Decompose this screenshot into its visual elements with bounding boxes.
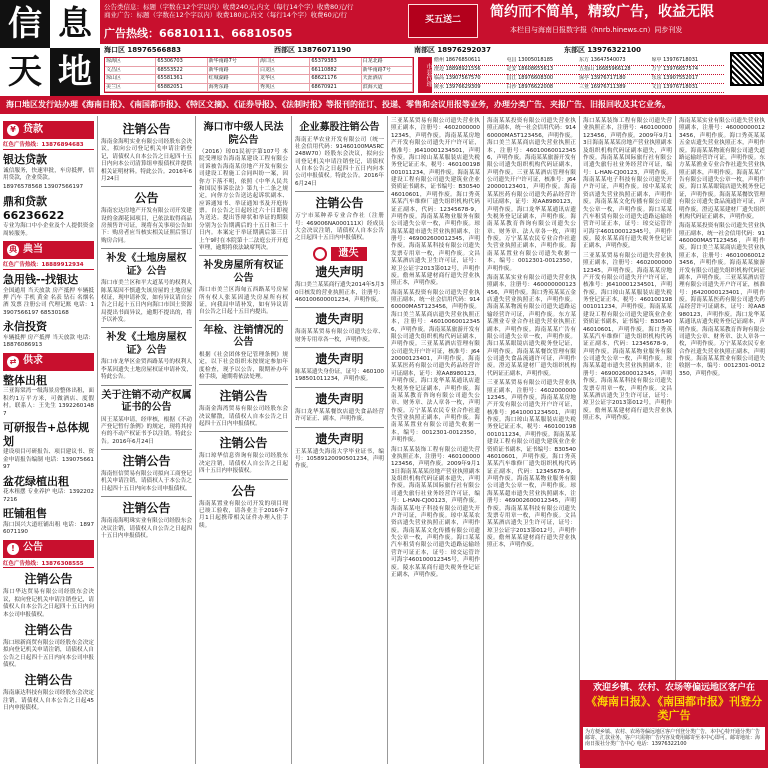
notice: [295, 312, 384, 344]
megaphone-icon: !: [7, 543, 19, 555]
station-grid-cell: 68553522: [156, 67, 207, 76]
notice-text: （2016）琼01民初字第107号 本院受理原告海南某建设工程有限公司诉被告海南某房地产开发有限公司建设工程施工合同纠纷一案，因你方下落不明，依照《中华人民共和国民事诉讼法》第九十二条之规定，向你方公告送达起诉状副本、应诉通知书、举证通知书及开庭传票。自公告之日起经过六十日即视为送达。提出答辩状和举证的期限分别为公告期满后的十五日和三十日内。本案定于举证期满后第三日上午9时在本院第十二法庭公开开庭审理，逾期将依法缺席判决。: [199, 149, 288, 251]
hotline: 红色广告热线：13876894683: [3, 142, 94, 150]
ad-title: 急用钱--找银达: [3, 272, 79, 286]
notice-text: 海南南海明珠实业有限公司经股东会决议注销，请债权人自公告之日起四十五日内申报债权。: [101, 518, 192, 539]
ad-text: 全国通用 当天放款 房产抵押 车辆抵押 汽车 手机 黄金 名表 钻石 名烟名酒 发票 注册公司 代理记账 电话：13907566197 68530168: [3, 287, 94, 316]
station-grid-cell: 65306703: [156, 58, 207, 67]
notice: [101, 501, 192, 540]
column-lost-6: [484, 116, 580, 764]
pawn-icon: 典: [9, 245, 17, 254]
station-grid-cell: 65581361: [156, 75, 207, 84]
notice: [199, 122, 288, 252]
divider: [199, 384, 288, 385]
rural-ad-box: [580, 680, 768, 768]
column-notices-3: [196, 116, 292, 764]
notice: [295, 122, 384, 188]
agent-grid-cell: 昌江 18976608300: [507, 75, 580, 84]
column-lost-5: [388, 116, 484, 764]
station-grid-cell: 白龙区: [259, 67, 310, 76]
logo-char: 息: [50, 0, 100, 48]
notice: [295, 352, 384, 384]
rate-info: [104, 3, 404, 19]
station-grid-cell: 新华南路7号: [362, 67, 413, 76]
lost-notices-text: 海南某某投资有限公司遗失营业执照正副本，统一社会信用代码：91460000MA5T123456，声明作废。海口美兰某某商店遗失营业执照正本，注册号：460100600123456，声明作废。海南某某旅游开发有限公司遗失组织机构代码证副本，声明作废。三亚某某酒店管理有限公司遗失开户许可证，核准号：J6420000123401，声明作废。海南某某医药有限公司遗失药品经营许可证副本，证号：琼AA8980123，声明作废。海口龙华某某通讯店遗失税务登记证副本，声明作废。海南某某教育咨询有限公司遗失公章、财务章、法人章各一枚，声明作废。万宁某某农民专业合作社遗失营业执照正副本，声明作废。海南某某置业有限公司遗失收据一本，编号：0012301-0012350，声明作废。: [487, 118, 576, 272]
notice: [101, 454, 192, 493]
station-heads: [104, 46, 764, 56]
station-grid-cell: 滨海大道: [362, 84, 413, 93]
agent-grid-cell: 陵水 13976629309: [434, 84, 507, 93]
notice: [199, 325, 288, 382]
ad-title: 银达贷款: [3, 152, 47, 166]
notice-title: 注销公告: [24, 572, 73, 587]
notice: [101, 253, 192, 324]
ad-title: 整体出租: [3, 373, 47, 387]
notice-text: 海口琼新商贸有限公司经股东会决定拟向登记机关申请注销，请债权人自公告之日起四十五日内向本公司申报债权。: [3, 639, 94, 668]
notice-title: 注销公告: [219, 436, 268, 451]
category-pawn: 典 典当: [3, 241, 94, 259]
agent-grid-cell: 文昌 13976718031: [652, 84, 725, 93]
agent-grid-cell: 澄迈 18898921556: [434, 66, 507, 75]
notice-text: 因王某某申请，经审核，根据《不动产登记暂行条例》的规定，现将其持有的不动产权证书予以注销。特此公告。2016年6月24日: [101, 416, 192, 445]
column-classified: [0, 116, 98, 764]
divider: [295, 347, 384, 348]
divider: [199, 255, 288, 256]
agent-grid-cell: 临高 13907567570: [434, 75, 507, 84]
station-grid-cell: 琼山区: [105, 75, 156, 84]
notice: [295, 432, 384, 471]
ad-title: 旺铺租售: [3, 507, 47, 520]
notice-title: 遗失声明: [315, 352, 364, 366]
notice: [199, 436, 288, 475]
notice-text: 海南某置业有限公司开发的项目现已竣工验收，请各业主于2016年7月1日起携带相关证件办理入住手续。: [199, 500, 288, 529]
divider: [101, 496, 192, 497]
logo-char: 信: [0, 0, 50, 48]
notice-title: 注销公告: [315, 196, 364, 211]
notice-text: 海南金海湾贸易有限公司经股东会决议解散，请债权人自本公告之日起四十五日内申报债权。: [199, 406, 288, 427]
divider: [101, 248, 192, 249]
ad-hotline: 广告热线：66810111、66810505: [104, 27, 293, 40]
column-lost-7: [580, 116, 676, 764]
notice: [199, 389, 288, 428]
notice-title: 海口市中级人民法院公告: [203, 122, 284, 146]
divider: [295, 387, 384, 388]
notice-text: 海口琼华信息咨询有限公司经股东决定注销，请债权人自公告之日起四十五日内申报债权。: [199, 453, 288, 475]
notice-title: 补发《土地房屋权证》公告: [106, 253, 187, 277]
agent-grid-cell: 白沙 18976622008: [507, 84, 580, 93]
notice-text: 海南正华农业开发有限公司（统一社会信用代码：91460100MA5RC248W70）经股东会决议，拟向公司登记机关申请注销登记，请债权人自本公告之日起四十五日内向本公司申报债权。特此公告。2016年6月24日: [295, 136, 384, 187]
ad-text: 专业为海口中小企业及个人提供资金周转服务。: [3, 223, 94, 237]
notice: [101, 390, 192, 447]
station-grid-cell: 新华南路7号: [208, 58, 259, 67]
notice-title: 遗失声明: [315, 391, 364, 406]
notice-title: 注销公告: [219, 389, 268, 404]
station-east: 东部区 13976322100: [564, 46, 642, 54]
station-grid: [104, 57, 414, 93]
column-notices-4: [292, 116, 388, 764]
station-grid-cell: 红城湖路: [208, 75, 259, 84]
station-grid-cell: 68621176: [310, 75, 361, 84]
notice-title: 注销公告: [24, 673, 73, 688]
lost-notices-text: 海南某某投资有限公司遗失营业执照正副本，统一社会信用代码：91460000MA5T123456，声明作废。海口美兰某某商店遗失营业执照正本，注册号：460100600123456，声明作废。海南某某旅游开发有限公司遗失组织机构代码证副本，声明作废。三亚某某酒店管理有限公司遗失开户许可证，核准号：J6420000123401，声明作废。海南某某医药有限公司遗失药品经营许可证副本，证号：琼AA8980123，声明作废。海口龙华某某通讯店遗失税务登记证副本，声明作废。海南某某教育咨询有限公司遗失公章、财务章、法人章各一枚，声明作废。万宁某某农民专业合作社遗失营业执照正副本，声明作废。海南某某置业有限公司遗失收据一本，编号：0012301-0012350，声明作废。: [391, 289, 480, 444]
notice-title: 遗失声明: [315, 312, 364, 327]
divider: [199, 431, 288, 432]
coin-icon: ¥: [7, 124, 19, 136]
rate-line: 公告类信息：标题（字数在12个字以内）收费240元,内文（每行14个字）收费80元/行: [104, 3, 354, 11]
column-logo: [0, 0, 100, 96]
notice: [295, 392, 384, 424]
divider: [101, 186, 192, 187]
hotline: 红色广告热线：18889912934: [3, 262, 94, 270]
notice-title: 注销公告: [122, 122, 171, 136]
notice: [199, 484, 288, 531]
notice: [101, 122, 192, 183]
masthead: [0, 0, 768, 109]
divider: [199, 479, 288, 480]
notice: [295, 265, 384, 304]
column-notices-2: [98, 116, 196, 764]
ad-text: 建设项目可研报告、项目建议书、资金申请报告编制 电话：13907566197: [3, 449, 94, 471]
notice-text: 陈某某遗失身份证，证号：460100198501011234，声明作废。: [295, 369, 384, 383]
agent-grid-cell: 乐东 13907552017: [652, 75, 725, 84]
lost-notices-text: 三亚某某贸易有限公司遗失营业执照正副本，注册号：460200000012345，声明作废。海南某某房地产开发有限公司遗失开户许可证，核准号：J6410001234501，声明作废。海口琼山某某服装店遗失税务登记证正本，税号：460100198001011234，声明作废。海南某某建设工程有限公司遗失建筑业企业资质证书副本，证书编号：B3054046010601，声明作废。海口秀英某某汽车维修厂遗失组织机构代码证正副本，代码：12345678-9，声明作废。海南某某物业服务有限公司遗失公章一枚，声明作废。琼海某某超市遗失营业执照副本，注册号：469002600012345，声明作废。海南某某科技有限公司遗失发票专用章一枚，声明作废。文昌某某酒店遗失卫生许可证，证号：琼卫公证字2013第012号，声明作废。儋州某某建材商行遗失营业执照正本，声明作废。: [391, 118, 480, 287]
notice-title: 关于注销不动产权属证书的公告: [101, 389, 192, 413]
notice-title: 遗失声明: [315, 431, 364, 446]
ad-text: 花木租摆 专业养护 电话：13922027216: [3, 489, 94, 503]
rate-line: 商业广告：标题（字数在12个字以内）收费180元,内文（每行14个字）收费60元/行: [104, 11, 347, 20]
category-supply: ⇄ 供求: [3, 353, 94, 371]
divider: [101, 385, 192, 386]
station-grid-cell: 65882051: [156, 84, 207, 93]
notice-text: 海南某某贸易有限公司遗失公章、财务专用章各一枚，声明作废。: [295, 329, 384, 343]
station-grid-cell: 海口区: [259, 58, 310, 67]
agent-grid-cell: 三亚 16976711389: [579, 84, 652, 93]
lost-notices-text: 海口某某装饰工程有限公司遗失营业执照正本，注册号：460100000123456，声明作废。2009年9月13日海南某某某房地产营业执照副本及组织机构代码证副本遗失，声明作废。海南某某国际旅行社有限公司遗失旅行社业务经营许可证，编号：L-HAN-CJ00123，声明作废。海南某某电子科技有限公司遗失开户许可证，声明作废。琼中某某农资店遗失营业执照正副本，声明作废。海南某某文化传播有限公司遗失公章一枚，声明作废。海口某某汽车租赁有限公司遗失道路运输经营许可证正本，证号：琼交运管许可海字460100012345号，声明作废。陵水某某商行遗失税务登记证正副本，声明作废。: [391, 446, 480, 578]
notice-title: 补发房屋所有权证公告: [203, 260, 284, 284]
ad-text: 海口国兴大道旺铺出租 电话：18976071190: [3, 521, 94, 536]
notice: [101, 332, 192, 381]
lost-notices-text: 三亚某某贸易有限公司遗失营业执照正副本，注册号：460200000012345，声明作废。海南某某房地产开发有限公司遗失开户许可证，核准号：J6410001234501，声明作废。海口琼山某某服装店遗失税务登记证正本，税号：460100198001011234，声明作废。海南某某建设工程有限公司遗失建筑业企业资质证书副本，证书编号：B3054046010601，声明作废。海口秀英某某汽车维修厂遗失组织机构代码证正副本，代码：12345678-9，声明作废。海南某某物业服务有限公司遗失公章一枚，声明作废。琼海某某超市遗失营业执照副本，注册号：469002600012345，声明作废。海南某某科技有限公司遗失发票专用章一枚，声明作废。文昌某某酒店遗失卫生许可证，证号：琼卫公证字2013第012号，声明作废。儋州某某建材商行遗失营业执照正本，声明作废。: [487, 380, 576, 549]
column-lost-8: [676, 116, 768, 764]
notice-text: 王某某遗失海南大学毕业证书，编号：10589120090501234，声明作废。: [295, 448, 384, 470]
notice-text: 海南金海明实业有限公司经股东会决议，拟向公司登记机关申请注销登记，请债权人自本公告之日起四十五日内向本公司清算组申报债权并提供相关证明材料。特此公告。2016年6月24日: [101, 139, 192, 182]
lost-notices-text: 海口某某装饰工程有限公司遗失营业执照正本，注册号：460100000123456，声明作废。2009年9月13日海南某某某房地产营业执照副本及组织机构代码证副本遗失，声明作废。海南某某国际旅行社有限公司遗失旅行社业务经营许可证，编号：L-HAN-CJ00123，声明作废。海南某某电子科技有限公司遗失开户许可证，声明作废。琼中某某农资店遗失营业执照正副本，声明作废。海南某某文化传播有限公司遗失公章一枚，声明作废。海口某某汽车租赁有限公司遗失道路运输经营许可证正本，证号：琼交运管许可海字460100012345号，声明作废。陵水某某商行遗失税务登记证正副本，声明作废。: [583, 118, 672, 250]
divider: [295, 307, 384, 308]
station-grid-cell: 龙华区: [259, 75, 310, 84]
station-grid-cell: 68670921: [310, 84, 361, 93]
lost-notices-text: 三亚某某贸易有限公司遗失营业执照正副本，注册号：460200000012345，声明作废。海南某某房地产开发有限公司遗失开户许可证，核准号：J6410001234501，声明作废。海口琼山某某服装店遗失税务登记证正本，税号：460100198001011234，声明作废。海南某某建设工程有限公司遗失建筑业企业资质证书副本，证书编号：B3054046010601，声明作废。海口秀英某某汽车维修厂遗失组织机构代码证正副本，代码：12345678-9，声明作废。海南某某物业服务有限公司遗失公章一枚，声明作废。琼海某某超市遗失营业执照副本，注册号：469002600012345，声明作废。海南某某科技有限公司遗失发票专用章一枚，声明作废。文昌某某酒店遗失卫生许可证，证号：琼卫公证字2013第012号，声明作废。儋州某某建材商行遗失营业执照正本，声明作废。: [583, 252, 672, 421]
slogan-sub: 本栏目与海南日报数字报（hnrb.hinews.cn）同步刊发: [510, 26, 683, 34]
notice-text: 海南康达科技有限公司经股东会决定注销，请债权人自本公告之日起45日内申报债权。: [3, 690, 94, 712]
notice-title: 注销公告: [122, 454, 171, 468]
ad-text: 车辆抵押 房产抵押 当天放款 电话：18876086913: [3, 334, 94, 349]
notice-text: 万宁市某种养专业合作社（注册号：469006NA000111X）经成员大会决议注销，请债权人自本公告之日起四十五日内申报债权。: [295, 213, 384, 242]
agent-grid-cell: 屯昌 13005018185: [507, 57, 580, 66]
ad-text: 诚信服务，快速审批，车房抵押，信用贷款，企业贷款。: [3, 167, 94, 181]
station-grid-cell: 秀英区: [259, 84, 310, 93]
agent-grid-cell: 万宁 13976657574: [652, 66, 725, 75]
agent-grid-cell: 儋州 18676850611: [434, 57, 507, 66]
notice-title: 注销公告: [24, 622, 73, 637]
rural-ad-text: 为方便乡镇、农村、农场等偏远地区客户刊登分类广告，本中心特开通分类广告邮寄、汇款业务，客户只需将广告内容及费用邮寄至本中心即可。邮寄地址：海南日报社分类广告中心 电话：13976322100: [583, 727, 765, 750]
notice: [295, 196, 384, 243]
divider: [295, 191, 384, 192]
agent-grid: [434, 57, 724, 93]
agent-grid-cell: 东方 13647540073: [579, 57, 652, 66]
category-notice: ! 公告: [3, 540, 94, 558]
notice-text: 海南恒信贸易有限公司拟向工商登记机关申请注销，请债权人于本公告之日起四十五日内向本公司申报债权。: [101, 471, 192, 492]
station-haikou: 海口区 18976566883: [104, 46, 182, 54]
notice-text: 根据《社会团体登记管理条例》规定，以下社会组织未按规定参加年度检查，现予以公告，限期补办年检手续，逾期将依法处理。: [199, 351, 288, 380]
notice-title: 公告: [134, 191, 159, 206]
agent-grid-cell: 保亭 13976717180: [579, 75, 652, 84]
station-grid-cell: 65379383: [310, 58, 361, 67]
station-grid-cell: 新华南路: [208, 67, 259, 76]
notice: [101, 191, 192, 245]
station-bar: [100, 44, 768, 96]
notice-text: 海口龙华某某餐饮店遗失食品经营许可证正、副本，声明作废。: [295, 408, 384, 423]
notice: [199, 260, 288, 317]
divider: [101, 449, 192, 450]
rural-ad-line2: 《海南日报》、《南国都市报》刊登分类广告: [586, 695, 762, 722]
station-grid-cell: 美兰区: [105, 84, 156, 93]
divider: [101, 327, 192, 328]
divider: [295, 427, 384, 428]
agent-grid-cell: 琼中 13976718031: [652, 57, 725, 66]
notice-title: 企业募股注销公告: [299, 122, 380, 133]
rural-ad-line1: 欢迎乡镇、农村、农场等偏远地区客户在: [592, 683, 755, 693]
ad-phone: 18976578568 13907566197: [3, 184, 84, 191]
hotline: 红色广告热线：13876308555: [3, 561, 94, 569]
ad-title: 可研报告+总体规划: [3, 420, 90, 448]
notice-title: 遗失声明: [315, 265, 364, 280]
category-loan: ¥ 贷款: [3, 121, 94, 139]
ad-title: 永信投资: [3, 320, 47, 334]
station-west: 西部区 13876071190: [274, 46, 352, 54]
distribution-band: 海口地区发行站办理《海南日报》、《南国都市报》、《特区文摘》、《证券导报》、《法制时报》等报刊的征订、投递、零售和会议用报等业务，办理分类广告、夹报广告、旧报回收及其它业务。: [0, 96, 768, 114]
logo-char: 天: [0, 48, 50, 96]
promo-badge: 买五送二: [408, 4, 478, 38]
notice-title: 补发《土地房屋权证》公告: [106, 332, 187, 356]
slogan: 简约而不简单，精致广告，收益无限: [490, 4, 714, 20]
notice-text: 海口美兰某某商行遗失2014年5月30日核发的营业执照正本，注册号：460100600001234，声明作废。: [295, 282, 384, 303]
station-grid-cell: 琼海区: [105, 58, 156, 67]
station-grid-cell: 66110882: [310, 67, 361, 76]
notice-title: 公告: [231, 483, 256, 498]
agent-tag: 市县代理: [418, 57, 432, 93]
lost-section-header: 遗失: [295, 247, 384, 262]
station-grid-cell: 海秀东路: [208, 84, 259, 93]
notice-title: 年检、注销情况的公告: [203, 324, 284, 349]
station-grid-cell: 白龙北路: [362, 58, 413, 67]
ad-title: 盆花绿植出租: [3, 474, 69, 488]
station-south: 南部区 18976292037: [414, 46, 492, 54]
notice-text: 海口市美兰区和平大道某号的权利人陈某某因不慎遗失该房屋的土地房屋权证，现申请补发，如有异议请自公告之日起十五日内向海口市国土资源局提出书面异议，逾期不提出的，将予以补发。: [101, 280, 192, 323]
logo-char: 地: [50, 48, 100, 96]
ad-text: 三亚海棠湾一级海景房整体出租，面积约1万平方米，可做酒店、度假村。联系人：王先生 13922601487: [3, 388, 94, 417]
notice-text: 海口市美兰区海甸五西路某号房屋所有权人张某因遗失房屋所有权证，向我局申请补发，如有异议请自公告之日起十五日内提出。: [199, 287, 288, 316]
ad-title: 鼎和贷款 66236622: [3, 194, 65, 222]
notice-text: 海南宏达房地产开发有限公司开发建设的金湖花园项目，已依法取得商品房预售许可证，现将有关事项公告如下：购房者应当核实相关证照后签订购房合同。: [101, 208, 192, 244]
lost-notices-text: 海南某某投资有限公司遗失营业执照正副本，统一社会信用代码：91460000MA5T123456，声明作废。海口美兰某某商店遗失营业执照正本，注册号：460100600123456，声明作废。海南某某旅游开发有限公司遗失组织机构代码证副本，声明作废。三亚某某酒店管理有限公司遗失开户许可证，核准号：J6420000123401，声明作废。海南某某医药有限公司遗失药品经营许可证副本，证号：琼AA8980123，声明作废。海口龙华某某通讯店遗失税务登记证副本，声明作废。海南某某教育咨询有限公司遗失公章、财务章、法人章各一枚，声明作废。万宁某某农民专业合作社遗失营业执照正副本，声明作废。海南某某置业有限公司遗失收据一本，编号：0012301-0012350，声明作废。: [679, 223, 765, 377]
station-grid-cell: 文昌区: [105, 67, 156, 76]
magnifier-icon: [313, 247, 327, 261]
lost-notices-text: 海南某某实业有限公司遗失营业执照副本，注册号：460000000123456，声明作废。海口秀英某某五金店遗失营业执照正本，声明作废。海南某某物流有限公司遗失道路运输经营许可证，声明作废。东方某某渔业专业合作社遗失营业执照正副本，声明作废。海南某某广告有限公司遗失公章一枚，声明作废。海口某某眼镜店遗失税务登记证，声明作废。海南某某餐饮管理有限公司遗失食品流通许可证，声明作废。澄迈某某建材厂遗失组织机构代码证正副本，声明作废。: [487, 274, 576, 377]
agent-grid-cell: 五指山 16685966128: [579, 66, 652, 75]
lost-notices-text: 海南某某实业有限公司遗失营业执照副本，注册号：460000000123456，声明作废。海口秀英某某五金店遗失营业执照正本，声明作废。海南某某物流有限公司遗失道路运输经营许可证，声明作废。东方某某渔业专业合作社遗失营业执照正副本，声明作废。海南某某广告有限公司遗失公章一枚，声明作废。海口某某眼镜店遗失税务登记证，声明作废。海南某某餐饮管理有限公司遗失食品流通许可证，声明作废。澄迈某某建材厂遗失组织机构代码证正副本，声明作废。: [679, 118, 765, 220]
qr-code-icon: [730, 52, 764, 86]
notice-title: 注销公告: [122, 501, 171, 516]
notice-text: 海口华达贸易有限公司经股东会决议，拟向登记机关申请注销登记，请债权人自本公告之日起四十五日内向本公司申报债权。: [3, 589, 94, 618]
divider: [199, 320, 288, 321]
station-grid-cell: 天涯酒店: [362, 75, 413, 84]
agent-grid-cell: 定安 18608655613: [507, 66, 580, 75]
notice-text: 海口市龙华区金贸西路某号的权利人李某因遗失土地房屋权证申请补发，特此公告。: [101, 359, 192, 381]
handshake-icon: ⇄: [7, 356, 19, 368]
